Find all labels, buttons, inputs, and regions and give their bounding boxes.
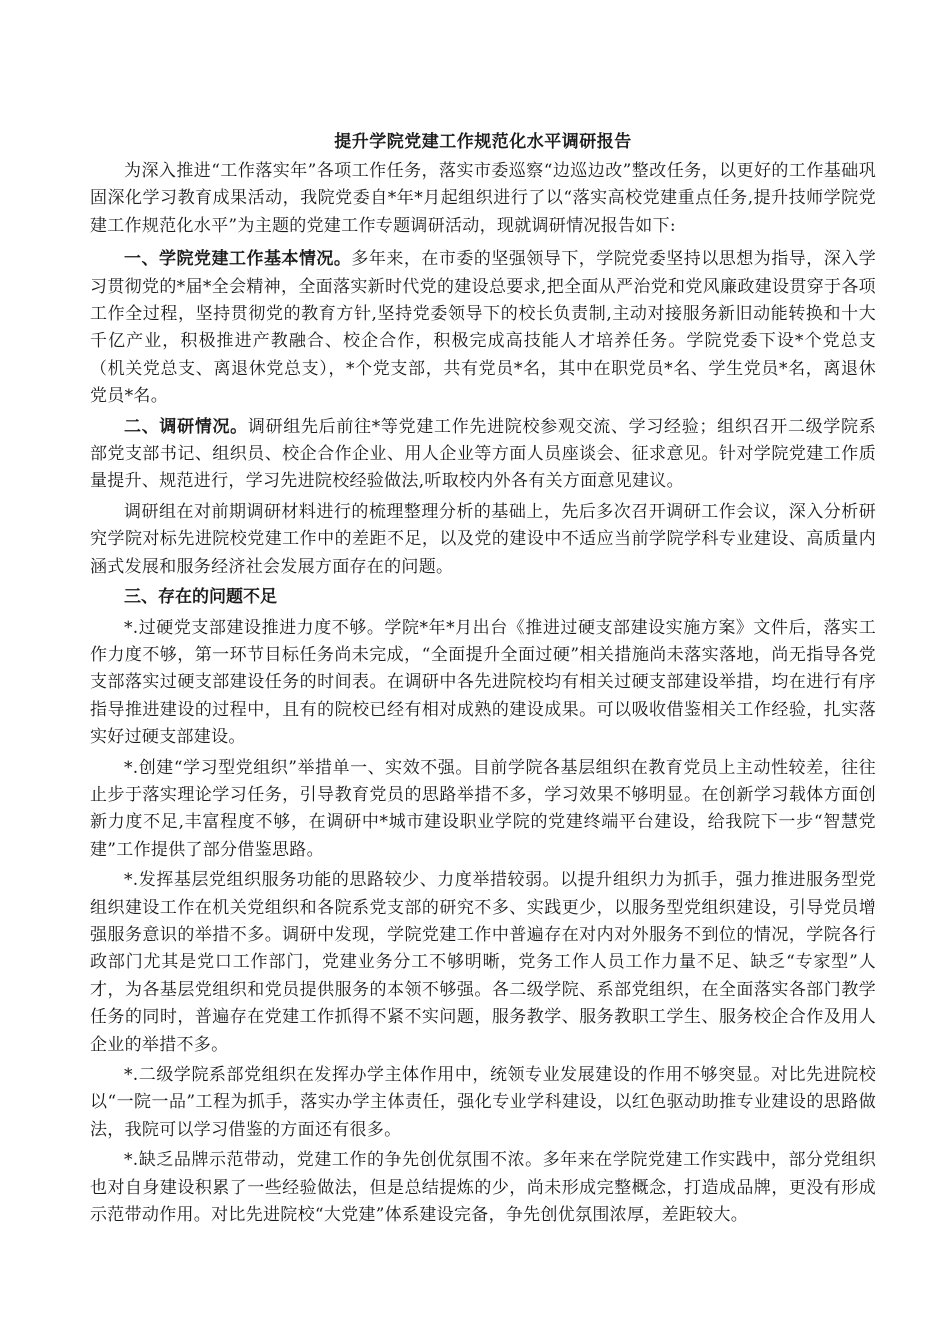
section2-paragraph (90, 414, 876, 496)
document-title: 提升学院党建工作规范化水平调研报告 (334, 132, 632, 152)
problem-item-5: *.缺乏品牌示范带动，党建工作的争先创优氛围不浓。多年来在学院党建工作实践中，部分党组织也对自身建设积累了一些经验做法，但是总结提炼的少，尚未形成完整概念，打造成品牌，更没有形成示范带动作用。对比先进院校“大党建”体系建设完备，争先创优氛围浓厚，差距较大。 (90, 1150, 876, 1226)
section1-paragraph (90, 246, 876, 410)
problem-item-2: *.创建“学习型党组织”举措单一、实效不强。目前学院各基层组织在教育党员上主动性较差，往往止步于落实理论学习任务，引导教育党员的思路举措不多，学习效果不够明显。在创新学习载体方面创新力度不足,丰富程度不够，在调研中*城市建设职业学院的党建终端平台建设，给我院下一步“智慧党建”工作提供了部分借鉴思路。 (90, 757, 876, 860)
problem-item-4: *.二级学院系部党组织在发挥办学主体作用中，统领专业发展建设的作用不够突显。对比先进院校以“一院一品”工程为抓手，落实办学主体责任，强化专业学科建设，以红色驱动助推专业建设的思路做法，我院可以学习借鉴的方面还有很多。 (90, 1065, 876, 1140)
document-page (90, 128, 876, 1232)
section1-heading: 一、学院党建工作基本情况。 (124, 249, 352, 270)
analysis-paragraph: 调研组在对前期调研材料进行的梳理整理分析的基础上，先后多次召开调研工作会议，深入分析研究学院对标先进院校党建工作中的差距不足，以及党的建设中不适应当前学院学科专业建设、高质量内涵式发展和服务经济社会发展方面存在的问题。 (90, 501, 876, 577)
section3-heading: 三、存在的问题不足 (124, 587, 277, 608)
section2-body: 调研组先后前往*等党建工作先进院校参观交流、学习经验；组织召开二级学院系部党支部书记、组织员、校企合作企业、用人企业等方面人员座谈会、征求意见。针对学院党建工作质量提升、规范进行，学习先进院校经验做法,听取校内外各有关方面意见建议。 (90, 416, 876, 492)
problem-item-1: *.过硬党支部建设推进力度不够。学院*年*月出台《推进过硬支部建设实施方案》文件后，落实工作力度不够，第一环节目标任务尚未完成，“全面提升全面过硬”相关措施尚未落实落地，尚无指导各党支部落实过硬支部建设任务的时间表。在调研中各先进院校均有相关过硬支部建设举措，均在进行有序指导推进建设的过程中，且有的院校已经有相对成熟的建设成果。可以吸收借鉴相关工作经验，扎实落实好过硬支部建设。 (90, 617, 876, 748)
intro-paragraph: 为深入推进“工作落实年”各项工作任务，落实市委巡察“边巡边改”整改任务，以更好的工作基础巩固深化学习教育成果活动，我院党委自*年*月起组织进行了以“落实高校党建重点任务,提升技师学院党建工作规范化水平”为主题的党建工作专题调研活动，现就调研情况报告如下: (90, 161, 876, 236)
problem-item-3: *.发挥基层党组织服务功能的思路较少、力度举措较弱。以提升组织力为抓手，强力推进服务型党组织建设工作在机关党组织和各院系党支部的研究不多、实践更少，以服务型党组织建设，引导党员增强服务意识的举措不多。调研中发现，学院党建工作中普遍存在对内对外服务不到位的情况，学院各行政部门尤其是党口工作部门，党建业务分工不够明晰，党务工作人员工作力量不足、缺乏“专家型”人才，为各基层党组织和党员提供服务的本领不够强。各二级学院、系部党组织，在全面落实各部门教学任务的同时，普遍存在党建工作抓得不紧不实问题，服务教学、服务教职工学生、服务校企合作及用人企业的举措不多。 (90, 870, 876, 1055)
section1-body: 多年来，在市委的坚强领导下，学院党委坚持以思想为指导，深入学习贯彻党的*届*全会精神，全面落实新时代党的建设总要求,把全面从严治党和党风廉政建设贯穿于各项工作全过程，坚持贯彻党的教育方针,坚持党委领导下的校长负责制,主动对接服务新旧动能转换和十大千亿产业，积极推进产教融合、校企合作，积极完成高技能人才培养任务。学院党委下设*个党总支（机关党总支、离退休党总支），*个党支部，共有党员*名，其中在职党员*名、学生党员*名，离退休党员*名。 (90, 249, 876, 407)
section2-heading: 二、调研情况。 (124, 416, 248, 437)
